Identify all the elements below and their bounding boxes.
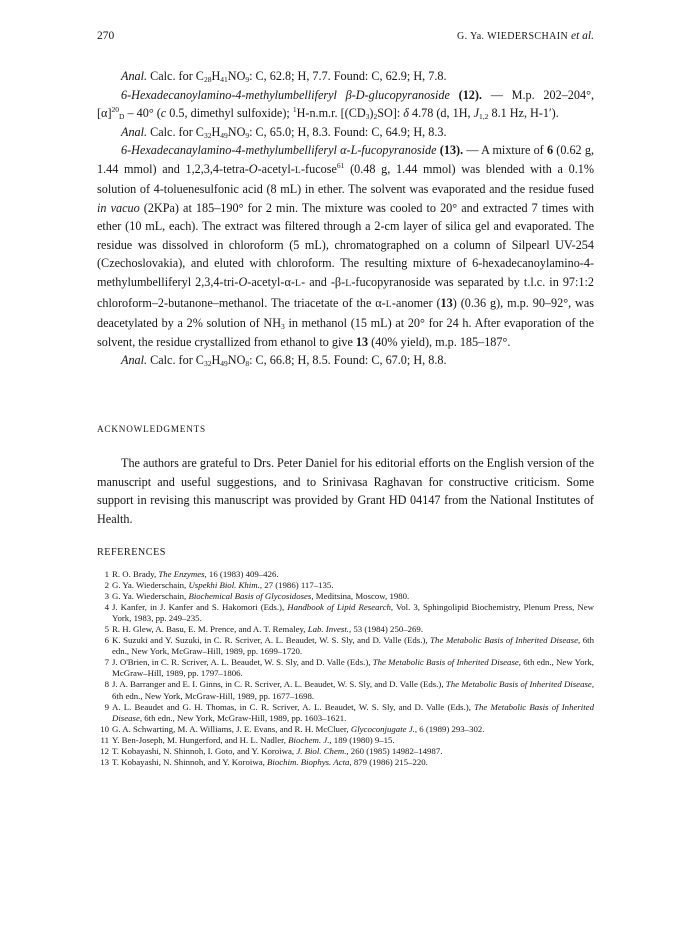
experimental-text [97, 67, 594, 370]
compound-number: 13 [355, 334, 369, 349]
reference-source: The Enzymes [158, 569, 205, 579]
reference-authors: T. Kobayashi, N. Shinnoh, and Y. Koroiwa, [112, 756, 267, 767]
reference-details: , 6th edn., New York, McGraw-Hill, 1989, pp. 1603–1621. [139, 712, 347, 723]
text-run: (2KPa) at 185–190° for 2 min. The mixture was cooled to 20° and extracted 7 times with ether (10 mL, each). The extract was filtered through a 2-cm layer of silica gel and evaporated. The residue was dissolved in chloroform (5 mL), chromatographed on a column of Silpearl UV-254 (Czechoslovakia), and eluted with chloroform. The resulting mixture of 6-hexadecanoylamino-4-methylumbelliferyl 2,3,4-tri- [97, 200, 594, 290]
compound-name: 6-Hexadecanoylamino-4-methylumbelliferyl β-D-glucopyranoside [121, 87, 450, 102]
reference-authors: T. Kobayashi, N. Shinnoh, I. Goto, and Y. Koroiwa, [112, 745, 297, 756]
subscript: 8 [245, 359, 250, 369]
reference-details: , Meditsina, Moscow, 1980. [311, 591, 410, 602]
subscript: D [119, 112, 125, 122]
subscript: 49 [220, 130, 228, 140]
reference-number: 7 [104, 657, 109, 668]
compound-number: (12). [449, 87, 482, 102]
reference-number: 10 [100, 723, 109, 734]
subscript: 9 [245, 130, 250, 140]
reference-item [97, 635, 594, 657]
compound-name: 6-Hexadecanaylamino-4-methylumbelliferyl α-L-fucopyranoside [121, 143, 437, 158]
text-run: : C, 65.0; H, 8.3. Found: C, 64.9; H, 8.3. [249, 124, 447, 139]
text-run: NO [227, 69, 246, 83]
reference-item [97, 657, 594, 679]
reference-item [97, 724, 594, 735]
text-run: - and -β- [301, 275, 346, 290]
citation-superscript: 61 [336, 160, 345, 170]
text-run: : C, 66.8; H, 8.5. Found: C, 67.0; H, 8.8. [249, 353, 447, 368]
acknowledgments-text [97, 454, 594, 528]
references-heading: REFERENCES [97, 547, 166, 558]
reference-item [97, 602, 594, 624]
superscript: 1 [292, 105, 297, 115]
reference-details: , 260 (1985) 14982–14987. [346, 745, 443, 756]
reference-item [97, 679, 594, 701]
text-run: (40% yield), m.p. 185–187°. [368, 334, 511, 349]
reference-authors: J. O'Brien, in C. R. Scriver, A. L. Beaudet, W. S. Sly, and D. Valle (Eds.), [112, 657, 373, 668]
reference-details: , 6th edn., New York, McGraw–Hill, 1989, pp. 1797–1806. [112, 657, 594, 679]
reference-source: Biochem. J. [288, 734, 330, 745]
reference-item [97, 580, 594, 591]
reference-source: Uspekhi Biol. Khim. [188, 580, 260, 591]
reference-number: 6 [104, 635, 109, 646]
reference-details: , 6th edn., New York, McGraw–Hill, 1989, pp. 1699–1720. [112, 635, 595, 657]
reference-authors: J. Kanfer, in J. Kanfer and S. Hakomori (Eds.), [112, 602, 288, 613]
reference-authors: R. O. Brady, [112, 569, 159, 579]
reference-list [97, 569, 594, 768]
compound-number: (13). [436, 143, 464, 158]
subscript: 41 [220, 75, 228, 84]
reference-item [97, 591, 594, 602]
subscript: 32 [203, 359, 212, 369]
reference-authors: A. L. Beaudet and G. H. Thomas, in C. R. Scriver, A. L. Beaudet, W. S. Sly, and D. Valle (Eds.), [112, 701, 475, 712]
analysis-paragraph-1 [97, 67, 594, 86]
reference-authors: R. H. Glew, A. Basu, E. M. Prence, and A. T. Remaley, [112, 624, 308, 635]
text-run: -fucose [301, 161, 337, 176]
text-run: (0.62 g, 1.44 mmol) and 1,2,3,4-tetra- [97, 143, 595, 176]
reference-number: 4 [104, 602, 109, 613]
reference-authors: G. Ya. Wiederschain, [112, 580, 189, 591]
italic-run: δ [403, 106, 409, 121]
text-run: NO [227, 124, 246, 139]
reference-item [97, 746, 594, 757]
reference-authors: Y. Ben-Joseph, M. Hungerford, and H. L. Nadler, [112, 734, 289, 745]
reference-item [97, 569, 594, 580]
italic-run: O [248, 161, 258, 176]
compound-number: 13 [440, 295, 453, 310]
text-run: SO]: [377, 106, 404, 121]
reference-authors: J. A. Barranger and E. I. Ginns, in C. R. Scriver, A. L. Beaudet, W. S. Sly, and D. Valle (Eds.), [112, 679, 446, 690]
reference-details: , Vol. 3, Sphingolipid Biochemistry, Plenum Press, New York, 1983, pp. 249–235. [112, 602, 595, 624]
reference-source: J. Biol. Chem. [296, 745, 347, 756]
reference-item [97, 735, 594, 746]
text-run: H [211, 124, 221, 139]
subscript: 9 [245, 75, 250, 84]
acknowledgments-paragraph: The authors are grateful to Drs. Peter Daniel for his editorial efforts on the English version of the manuscript and useful suggestions, and to Srinivasa Raghavan for constructive criticism. Some support in revising this manuscript was provided by Grant HD 04147 from the National Institutes of Health. [97, 456, 594, 526]
text-run: H [211, 69, 221, 83]
reference-number: 2 [104, 580, 109, 591]
italic-run: c [160, 106, 167, 121]
reference-authors: G. Ya. Wiederschain, [112, 591, 189, 602]
reference-details: , 16 (1983) 409–426. [204, 569, 279, 579]
reference-number: 1 [104, 569, 109, 579]
text-run: 8.1 Hz, H-1′). [488, 106, 559, 121]
subscript: 3 [365, 112, 370, 122]
anal-label: Anal. [121, 124, 148, 139]
acknowledgments-heading: ACKNOWLEDGMENTS [97, 424, 206, 434]
text-run: ) (0.36 g), m.p. 90–92°, was deacetylated by a 2% solution of NH [97, 295, 594, 331]
text-run: – 40° ( [124, 106, 161, 121]
compound-13-paragraph [97, 141, 594, 351]
reference-details: , 27 (1986) 117–135. [259, 580, 334, 591]
small-caps-run: L [294, 164, 301, 176]
superscript: 20 [111, 105, 120, 115]
subscript: 3 [281, 322, 285, 332]
page-number: 270 [97, 30, 115, 42]
small-caps-run: L [385, 298, 392, 310]
italic-run: O [238, 275, 248, 290]
text-run: (0.48 g, 1.44 mmol) was blended with a 0.1% solution of 4-toluenesulfonic acid (8 mL) in ether. The solvent was evaporated and the residue fused [97, 161, 594, 197]
text-run: -anomer ( [391, 295, 441, 310]
small-caps-run: L [345, 278, 352, 290]
reference-source: The Metabolic Basis of Inherited Disease [445, 679, 592, 690]
analysis-paragraph-3 [97, 351, 594, 370]
text-run: — M.p. 202–204°, [α] [97, 87, 594, 121]
subscript: 2 [373, 112, 378, 122]
reference-details: , 6th edn., New York, McGraw-Hill, 1989, pp. 1677–1698. [112, 679, 595, 701]
compound-12-paragraph [97, 86, 594, 123]
text-run: -acetyl-α- [247, 275, 295, 290]
reference-details: , 879 (1986) 215–220. [349, 756, 428, 767]
reference-authors: G. A. Schwarting, M. A. Williams, J. E. Evans, and R. H. McCluer, [112, 723, 351, 734]
running-header [97, 30, 594, 46]
text-run: Calc. for C [147, 353, 204, 368]
reference-source: Biochim. Biophys. Acta [267, 756, 350, 767]
compound-number: 6 [546, 143, 554, 158]
running-author: G. Ya. WIEDERSCHAIN [457, 31, 569, 42]
reference-source: The Metabolic Basis of Inherited Disease [430, 635, 578, 646]
text-run: : C, 62.8; H, 7.7. Found: C, 62.9; H, 7.8. [249, 69, 447, 83]
reference-details: , 6 (1989) 293–302. [414, 723, 485, 734]
running-title [457, 30, 594, 42]
text-run: H-n.m.r. [(CD [296, 106, 366, 121]
reference-item [97, 702, 594, 724]
reference-authors: K. Suzuki and Y. Suzuki, in C. R. Scriver, A. L. Beaudet, W. S. Sly, and D. Valle (Eds.), [112, 635, 431, 646]
reference-source: Glycoconjugate J. [350, 723, 415, 734]
text-run: 4.78 (d, 1H, [408, 106, 474, 121]
reference-details: , 53 (1984) 250–269. [349, 624, 424, 635]
text-run: -fucopyranoside was separated by t.l.c. in 97:1:2 chloroform–2-butanone–methanol. The triacetate of the α- [97, 275, 594, 310]
reference-number: 5 [104, 624, 109, 635]
italic-run: in vacuo [97, 200, 140, 215]
reference-number: 13 [100, 756, 109, 767]
text-run: — A mixture of [463, 143, 547, 158]
subscript: 49 [220, 359, 228, 369]
subscript: 32 [203, 130, 212, 140]
text-run: H [211, 353, 221, 368]
reference-number: 9 [104, 701, 109, 712]
analysis-paragraph-2 [97, 123, 594, 142]
italic-run: J [473, 106, 480, 121]
reference-number: 12 [100, 745, 109, 756]
text-run: Calc. for C [147, 124, 204, 139]
subscript: 1,2 [479, 112, 489, 122]
reference-number: 11 [100, 734, 109, 745]
reference-source: Handbook of Lipid Research [287, 602, 391, 613]
anal-label: Anal. [121, 69, 148, 83]
reference-details: , 189 (1980) 9–15. [329, 734, 395, 745]
reference-source: Lab. Invest. [307, 624, 349, 635]
text-run: 0.5, dimethyl sulfoxide); [166, 106, 293, 121]
text-run: -acetyl- [257, 161, 295, 176]
reference-source: Biochemical Basis of Glycosidoses [188, 591, 312, 602]
reference-number: 3 [104, 591, 109, 602]
reference-source: The Metabolic Basis of Inherited Disease [112, 701, 594, 723]
subscript: 28 [203, 75, 212, 84]
reference-number: 8 [104, 679, 109, 690]
text-run: Calc. for C [147, 69, 204, 83]
text-run: NO [227, 353, 246, 368]
reference-source: The Metabolic Basis of Inherited Disease [372, 657, 519, 668]
reference-item [97, 624, 594, 635]
text-run: in methanol (15 mL) at 20° for 24 h. After evaporation of the solvent, the residue crystallized from ethanol to give [97, 316, 594, 349]
text-run: ) [369, 106, 374, 121]
anal-label: Anal. [121, 353, 148, 368]
reference-item [97, 757, 594, 768]
small-caps-run: L [294, 278, 302, 290]
running-et-al: et al. [571, 30, 594, 42]
